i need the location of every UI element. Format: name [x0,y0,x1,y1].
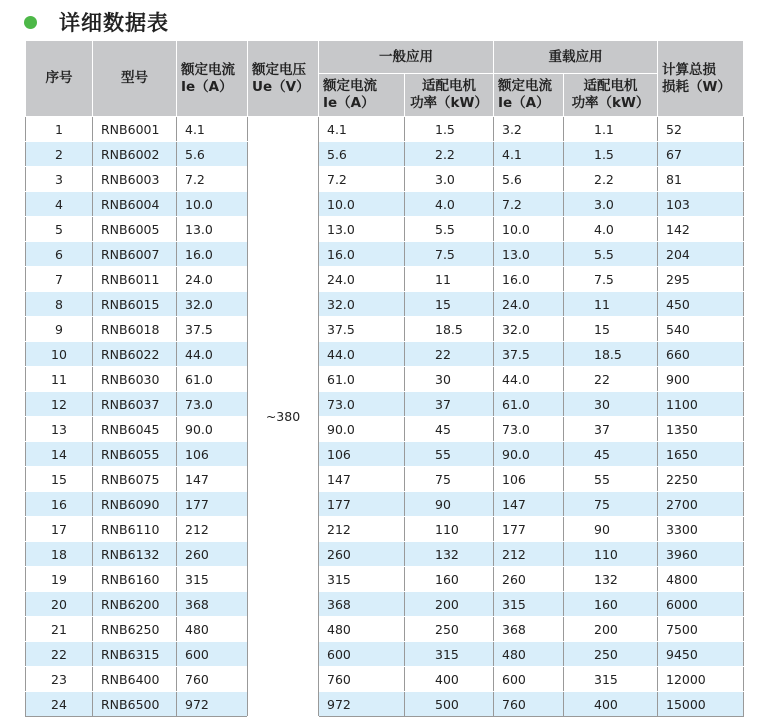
header-text: 适配电机 [422,78,476,94]
table-row [26,567,744,592]
cell-heavy-current: 147 [494,492,564,517]
cell-heavy-power: 15 [564,317,658,342]
cell-heavy-current: 24.0 [494,292,564,317]
cell-model: RNB6004 [93,192,177,217]
cell-model: RNB6007 [93,242,177,267]
cell-heavy-current: 5.6 [494,167,564,192]
header-model: 型号 [93,41,177,117]
cell-heavy-current: 90.0 [494,442,564,467]
cell-rated-current: 260 [177,542,248,567]
cell-general-power: 22 [405,342,494,367]
table-row [26,317,744,342]
cell-model: RNB6200 [93,592,177,617]
cell-general-power: 160 [405,567,494,592]
cell-heavy-power: 110 [564,542,658,567]
cell-index: 11 [26,367,93,392]
cell-model: RNB6055 [93,442,177,467]
cell-model: RNB6018 [93,317,177,342]
cell-loss: 6000 [658,592,744,617]
cell-general-current: 368 [319,592,405,617]
cell-heavy-power: 4.0 [564,217,658,242]
table-row [26,117,744,142]
cell-model: RNB6002 [93,142,177,167]
header-rated-voltage [248,41,319,117]
cell-model: RNB6160 [93,567,177,592]
cell-loss: 204 [658,242,744,267]
cell-index: 23 [26,667,93,692]
table-row [26,142,744,167]
cell-heavy-current: 73.0 [494,417,564,442]
cell-heavy-current: 7.2 [494,192,564,217]
table-body [26,117,744,717]
cell-rated-current: 10.0 [177,192,248,217]
table-row [26,417,744,442]
cell-rated-current: 4.1 [177,117,248,142]
cell-general-current: 16.0 [319,242,405,267]
cell-general-current: 480 [319,617,405,642]
header-general-current [319,74,405,117]
cell-loss: 1650 [658,442,744,467]
cell-general-current: 147 [319,467,405,492]
cell-index: 5 [26,217,93,242]
cell-model: RNB6022 [93,342,177,367]
cell-general-power: 15 [405,292,494,317]
table-row [26,217,744,242]
table-row [26,542,744,567]
cell-loss: 1350 [658,417,744,442]
cell-general-power: 90 [405,492,494,517]
cell-general-power: 30 [405,367,494,392]
cell-model: RNB6037 [93,392,177,417]
cell-loss: 52 [658,117,744,142]
table-row [26,192,744,217]
cell-general-current: 61.0 [319,367,405,392]
cell-loss: 2700 [658,492,744,517]
table-row [26,392,744,417]
cell-heavy-power: 7.5 [564,267,658,292]
table-row [26,642,744,667]
cell-model: RNB6500 [93,692,177,717]
cell-loss: 7500 [658,617,744,642]
cell-index: 16 [26,492,93,517]
cell-model: RNB6400 [93,667,177,692]
header-text: 额定电流 [181,61,235,78]
cell-model: RNB6045 [93,417,177,442]
cell-loss: 540 [658,317,744,342]
cell-index: 7 [26,267,93,292]
cell-heavy-power: 18.5 [564,342,658,367]
cell-loss: 3960 [658,542,744,567]
cell-index: 12 [26,392,93,417]
cell-heavy-current: 480 [494,642,564,667]
cell-heavy-current: 600 [494,667,564,692]
cell-heavy-current: 37.5 [494,342,564,367]
cell-general-power: 110 [405,517,494,542]
cell-heavy-power: 1.1 [564,117,658,142]
cell-heavy-power: 3.0 [564,192,658,217]
header-index: 序号 [26,41,93,117]
cell-loss: 103 [658,192,744,217]
cell-heavy-power: 250 [564,642,658,667]
cell-index: 21 [26,617,93,642]
cell-index: 13 [26,417,93,442]
cell-general-current: 13.0 [319,217,405,242]
table-row [26,242,744,267]
cell-rated-current: 368 [177,592,248,617]
cell-general-current: 7.2 [319,167,405,192]
cell-heavy-current: 61.0 [494,392,564,417]
cell-heavy-current: 760 [494,692,564,717]
cell-index: 3 [26,167,93,192]
cell-loss: 4800 [658,567,744,592]
cell-index: 6 [26,242,93,267]
cell-heavy-power: 55 [564,467,658,492]
cell-model: RNB6250 [93,617,177,642]
header-heavy-current [494,74,564,117]
cell-model: RNB6075 [93,467,177,492]
cell-loss: 660 [658,342,744,367]
cell-rated-current: 760 [177,667,248,692]
cell-loss: 900 [658,367,744,392]
header-text: 适配电机 [583,78,638,94]
cell-general-power: 55 [405,442,494,467]
header-text: 功率（kW） [571,95,650,111]
cell-heavy-power: 160 [564,592,658,617]
cell-general-power: 7.5 [405,242,494,267]
cell-heavy-current: 368 [494,617,564,642]
cell-general-current: 44.0 [319,342,405,367]
cell-index: 17 [26,517,93,542]
cell-loss: 142 [658,217,744,242]
table-row [26,517,744,542]
cell-heavy-current: 32.0 [494,317,564,342]
header-text: Ie（A） [323,95,375,111]
cell-rated-current: 147 [177,467,248,492]
cell-heavy-power: 200 [564,617,658,642]
cell-general-current: 37.5 [319,317,405,342]
cell-model: RNB6315 [93,642,177,667]
cell-heavy-current: 106 [494,467,564,492]
cell-model: RNB6015 [93,292,177,317]
cell-heavy-current: 13.0 [494,242,564,267]
cell-rated-current: 106 [177,442,248,467]
cell-rated-current: 600 [177,642,248,667]
cell-rated-current: 212 [177,517,248,542]
header-text: 功率（kW） [410,95,488,111]
cell-heavy-power: 30 [564,392,658,417]
cell-loss: 81 [658,167,744,192]
cell-model: RNB6030 [93,367,177,392]
cell-heavy-current: 44.0 [494,367,564,392]
cell-heavy-power: 11 [564,292,658,317]
cell-loss: 295 [658,267,744,292]
cell-general-current: 73.0 [319,392,405,417]
cell-general-current: 972 [319,692,405,717]
cell-general-power: 1.5 [405,117,494,142]
header-general: 一般应用 [319,41,494,74]
page-title: 详细数据表 [59,11,169,35]
cell-rated-current: 972 [177,692,248,717]
cell-general-current: 4.1 [319,117,405,142]
cell-general-power: 2.2 [405,142,494,167]
cell-general-current: 760 [319,667,405,692]
cell-rated-current: 13.0 [177,217,248,242]
header-text: Ue（V） [252,78,310,95]
cell-model: RNB6001 [93,117,177,142]
bullet-dot-icon [24,16,37,29]
cell-heavy-power: 2.2 [564,167,658,192]
table-row [26,267,744,292]
table-row [26,292,744,317]
cell-general-power: 3.0 [405,167,494,192]
cell-model: RNB6011 [93,267,177,292]
cell-rated-current: 37.5 [177,317,248,342]
cell-rated-current: 24.0 [177,267,248,292]
cell-heavy-power: 132 [564,567,658,592]
cell-rated-current: 73.0 [177,392,248,417]
cell-index: 18 [26,542,93,567]
header-text: 额定电流 [323,78,377,94]
cell-rated-current: 7.2 [177,167,248,192]
cell-model: RNB6005 [93,217,177,242]
cell-general-power: 200 [405,592,494,617]
cell-index: 2 [26,142,93,167]
cell-general-power: 500 [405,692,494,717]
header-heavy-power [564,74,658,117]
table-row [26,367,744,392]
table-row [26,492,744,517]
cell-index: 1 [26,117,93,142]
cell-rated-current: 177 [177,492,248,517]
cell-loss: 450 [658,292,744,317]
cell-heavy-power: 5.5 [564,242,658,267]
section-title [24,6,169,38]
cell-heavy-current: 260 [494,567,564,592]
cell-index: 8 [26,292,93,317]
cell-general-power: 132 [405,542,494,567]
cell-heavy-power: 1.5 [564,142,658,167]
cell-heavy-power: 75 [564,492,658,517]
spec-table [25,41,744,717]
cell-rated-voltage: ~380 [248,117,319,717]
table-row [26,617,744,642]
cell-rated-current: 90.0 [177,417,248,442]
cell-general-current: 260 [319,542,405,567]
cell-heavy-current: 315 [494,592,564,617]
cell-general-current: 600 [319,642,405,667]
cell-rated-current: 5.6 [177,142,248,167]
cell-heavy-current: 177 [494,517,564,542]
cell-rated-current: 61.0 [177,367,248,392]
cell-model: RNB6132 [93,542,177,567]
cell-model: RNB6003 [93,167,177,192]
cell-index: 20 [26,592,93,617]
table-row [26,467,744,492]
cell-loss: 9450 [658,642,744,667]
cell-index: 4 [26,192,93,217]
table-row [26,667,744,692]
header-text: 额定电流 [498,78,552,94]
cell-general-power: 400 [405,667,494,692]
cell-heavy-power: 315 [564,667,658,692]
cell-model: RNB6110 [93,517,177,542]
cell-loss: 12000 [658,667,744,692]
cell-general-current: 5.6 [319,142,405,167]
header-text: 计算总损 [662,61,716,78]
cell-loss: 3300 [658,517,744,542]
cell-general-power: 4.0 [405,192,494,217]
header-text: 额定电压 [252,61,306,78]
cell-heavy-power: 37 [564,417,658,442]
cell-index: 14 [26,442,93,467]
header-text: Ie（A） [498,95,550,111]
cell-index: 24 [26,692,93,717]
cell-model: RNB6090 [93,492,177,517]
cell-loss: 67 [658,142,744,167]
cell-general-current: 32.0 [319,292,405,317]
header-rated-current [177,41,248,117]
cell-general-current: 106 [319,442,405,467]
table-row [26,592,744,617]
cell-rated-current: 32.0 [177,292,248,317]
cell-rated-current: 480 [177,617,248,642]
header-text: 损耗（W） [662,78,731,95]
cell-index: 9 [26,317,93,342]
cell-heavy-power: 22 [564,367,658,392]
cell-heavy-current: 3.2 [494,117,564,142]
cell-general-power: 75 [405,467,494,492]
cell-general-power: 315 [405,642,494,667]
table-row [26,692,744,717]
table-row [26,442,744,467]
cell-loss: 1100 [658,392,744,417]
cell-general-power: 45 [405,417,494,442]
cell-heavy-current: 10.0 [494,217,564,242]
cell-general-current: 212 [319,517,405,542]
cell-loss: 15000 [658,692,744,717]
cell-general-current: 90.0 [319,417,405,442]
cell-index: 19 [26,567,93,592]
cell-index: 15 [26,467,93,492]
cell-general-power: 18.5 [405,317,494,342]
cell-general-current: 24.0 [319,267,405,292]
cell-rated-current: 16.0 [177,242,248,267]
cell-rated-current: 315 [177,567,248,592]
table-row [26,342,744,367]
cell-general-current: 10.0 [319,192,405,217]
cell-index: 10 [26,342,93,367]
header-loss [658,41,744,117]
cell-general-current: 315 [319,567,405,592]
header-text: Ie（A） [181,78,233,95]
cell-heavy-current: 212 [494,542,564,567]
cell-general-power: 37 [405,392,494,417]
cell-heavy-current: 4.1 [494,142,564,167]
cell-heavy-current: 16.0 [494,267,564,292]
cell-loss: 2250 [658,467,744,492]
cell-heavy-power: 45 [564,442,658,467]
cell-general-power: 250 [405,617,494,642]
cell-heavy-power: 400 [564,692,658,717]
cell-general-current: 177 [319,492,405,517]
cell-heavy-power: 90 [564,517,658,542]
cell-general-power: 11 [405,267,494,292]
header-heavy: 重载应用 [494,41,658,74]
header-general-power [405,74,494,117]
cell-index: 22 [26,642,93,667]
cell-rated-current: 44.0 [177,342,248,367]
table-row [26,167,744,192]
cell-general-power: 5.5 [405,217,494,242]
